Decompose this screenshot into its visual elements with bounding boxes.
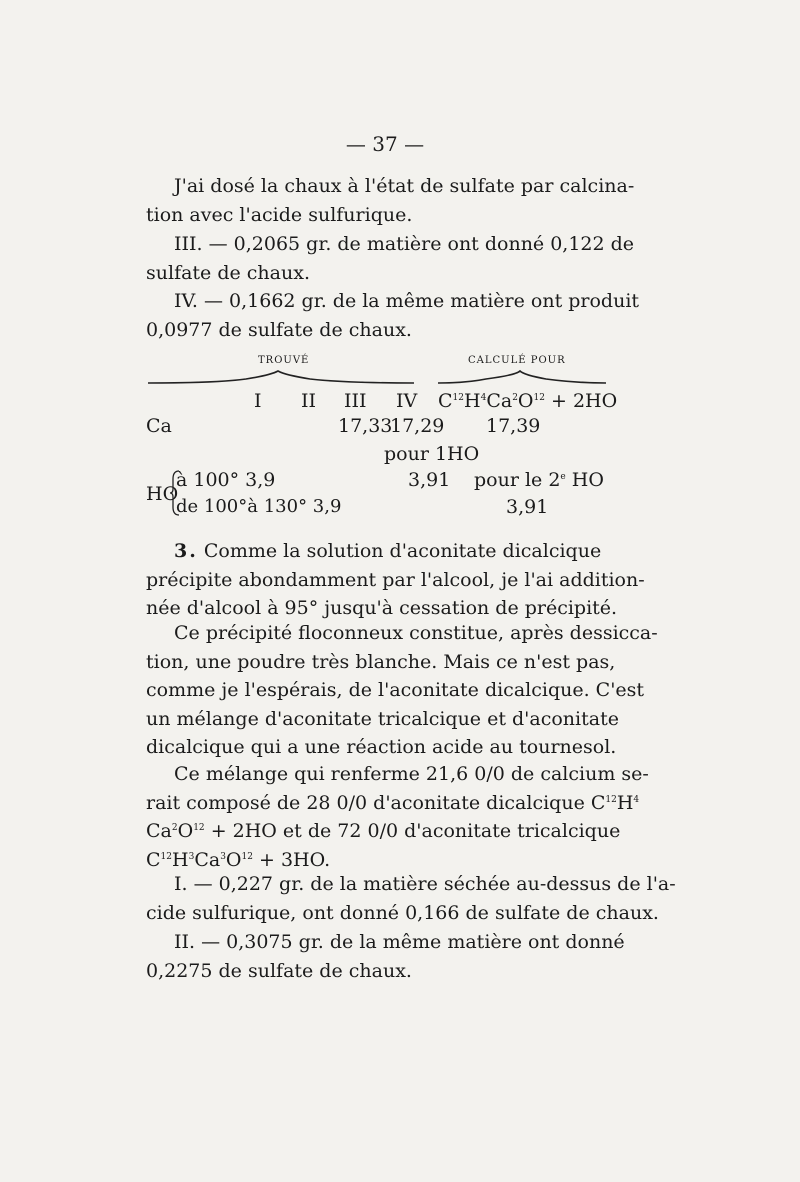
text-line: Ce précipité floconneux constitue, après dessicca-: [174, 622, 658, 644]
text-line: née d'alcool à 95° jusqu'à cessation de précipité.: [146, 597, 618, 619]
col-iii: III: [344, 390, 367, 412]
paragraph-section-3: [146, 537, 645, 623]
paragraph-2: [146, 230, 635, 287]
pour-2ho: pour le 2e HO: [474, 469, 604, 491]
text-line: I. — 0,227 gr. de la matière séchée au-dessus de l'a-: [174, 873, 676, 895]
page-number: — 37 —: [345, 132, 425, 156]
text-line: 0,2275 de sulfate de chaux.: [146, 959, 412, 982]
row-ho-a: à 100° 3,9: [176, 469, 276, 491]
col-ii: II: [301, 390, 317, 412]
text-line: $C^{12}H^3Ca^3O^{12} + 3HO$.: [146, 848, 331, 871]
row-ca-calc: 17,39: [486, 415, 541, 437]
paragraph-6: [146, 760, 649, 874]
col-iv: IV: [396, 390, 418, 412]
text-line: dicalcique qui a une réaction acide au tournesol.: [146, 736, 617, 758]
text-line: tion, une poudre très blanche. Mais ce n'est pas,: [146, 650, 616, 673]
text-line: tion avec l'acide sulfurique.: [146, 203, 413, 226]
text-line: 0,0977 de sulfate de chaux.: [146, 318, 412, 341]
section-number: 3.: [174, 540, 198, 562]
text-line: cide sulfurique, ont donné 0,166 de sulfate de chaux.: [146, 901, 659, 924]
paragraph-1: [146, 172, 635, 229]
col-i: I: [254, 390, 262, 412]
paragraph-7: [146, 870, 676, 927]
text-line: rait composé de 28 0/0 d'aconitate dicalcique $C^{12}H^4$: [146, 791, 640, 814]
text-line: III. — 0,2065 gr. de matière ont donné 0,122 de: [174, 233, 635, 255]
text-line: comme je l'espérais, de l'aconitate dicalcique. C'est: [146, 679, 645, 701]
paragraph-5: [146, 619, 658, 762]
row-ho-b-calc: 3,91: [506, 496, 549, 518]
formula-header: $C^{12}H^4Ca^2O^{12} + 2HO$: [438, 390, 618, 412]
row-ca-iv: 17,29: [390, 415, 445, 437]
text-line: $Ca^2O^{12} + 2HO$ et de 72 0/0 d'aconitate tricalcique: [146, 820, 621, 842]
header-found: TROUVÉ: [258, 355, 310, 366]
text-line: Ce mélange qui renferme 21,6 0/0 de calcium se-: [174, 763, 649, 785]
text-line: 3. Comme la solution d'aconitate dicalcique: [174, 540, 602, 562]
row-ho-label: HO: [146, 483, 179, 505]
text-line: sulfate de chaux.: [146, 261, 310, 284]
header-calc: CALCULÉ POUR: [468, 355, 566, 366]
text-line: un mélange d'aconitate tricalcique et d'aconitate: [146, 707, 619, 730]
row-ho-b: de 100°à 130° 3,9: [176, 496, 342, 517]
row-ca-label: Ca: [146, 415, 172, 437]
header-braces: [146, 369, 608, 389]
paragraph-3: [146, 287, 640, 344]
text-line: précipite abondamment par l'alcool, je l'ai addition-: [146, 568, 645, 591]
row-ca-iii: 17,33: [338, 415, 393, 437]
analysis-table: [146, 355, 618, 535]
text-line: J'ai dosé la chaux à l'état de sulfate par calcina-: [174, 175, 635, 197]
text-line: II. — 0,3075 gr. de la même matière ont donné: [174, 931, 625, 953]
pour-1ho: pour 1HO: [384, 443, 480, 465]
text-line: IV. — 0,1662 gr. de la même matière ont produit: [174, 290, 640, 312]
paragraph-8: [146, 928, 625, 985]
row-ho-a-calc: 3,91: [408, 469, 451, 491]
